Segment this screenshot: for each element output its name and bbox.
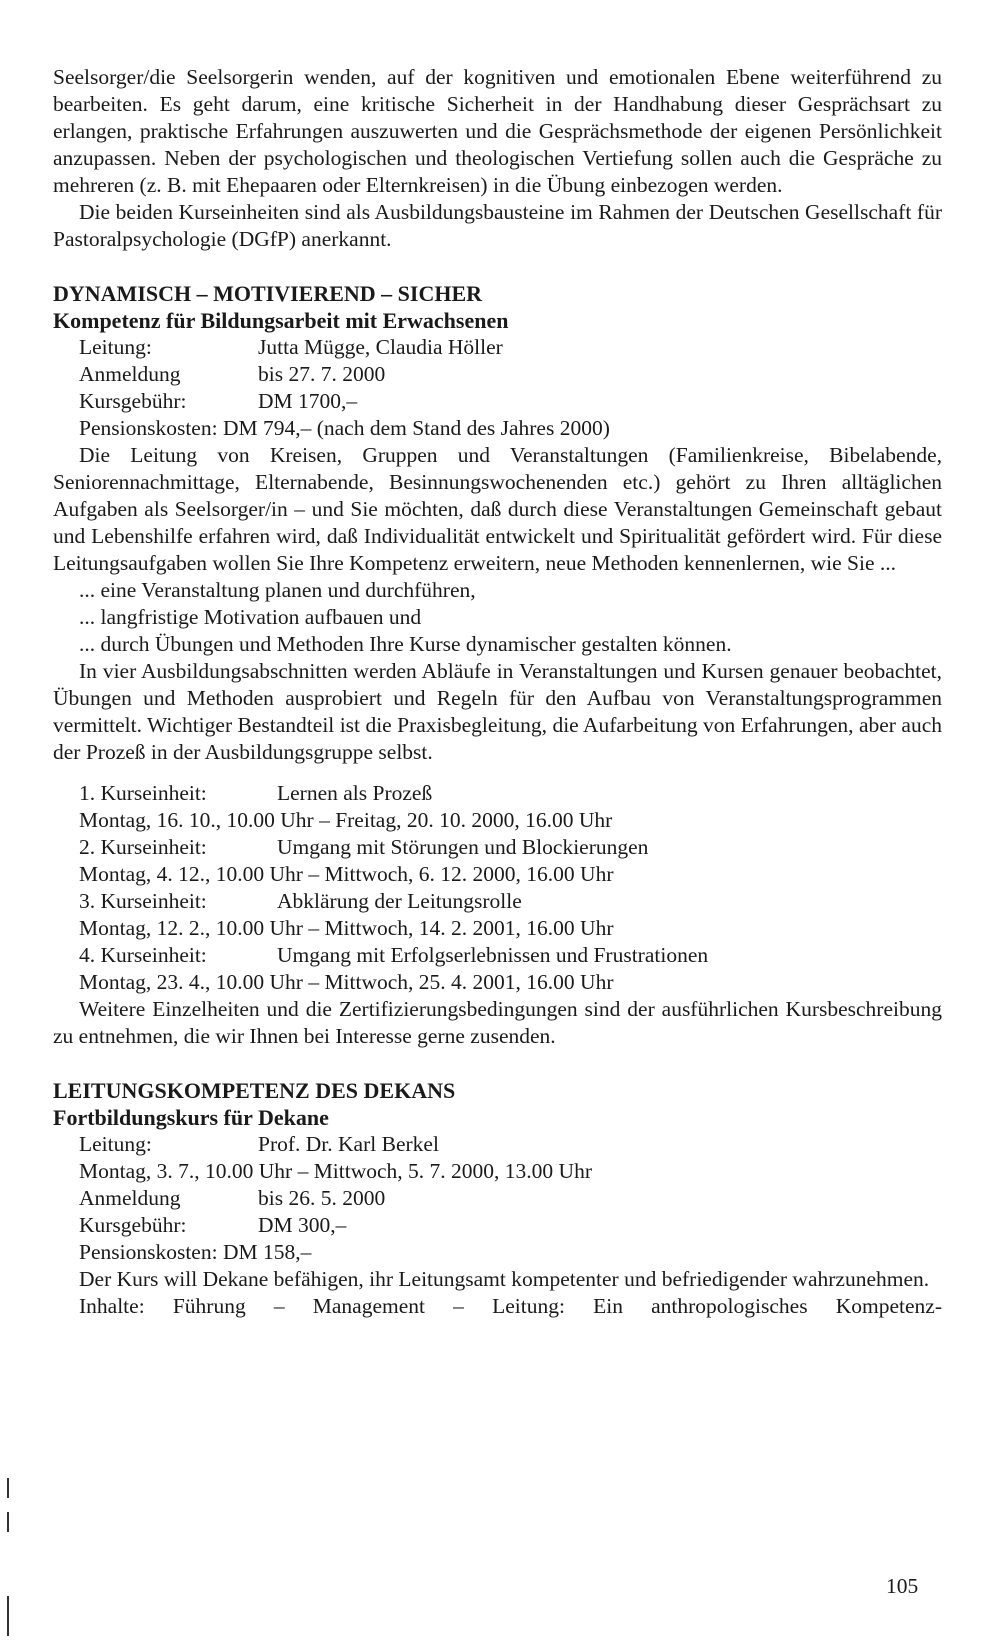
list-item: ... langfristige Motivation aufbauen und <box>79 605 422 629</box>
unit-key: 1. Kurseinheit: <box>79 781 207 805</box>
detail-row-anmeldung <box>53 361 942 388</box>
detail-value: Prof. Dr. Karl Berkel <box>258 1132 439 1156</box>
detail-value: DM 300,– <box>258 1213 347 1237</box>
unit-topic: Umgang mit Erfolgserlebnissen und Frustrationen <box>277 943 709 967</box>
detail-row-anmeldung <box>53 1185 942 1212</box>
section2-paragraph-goal: Der Kurs will Dekane befähigen, ihr Leitungsamt kompetenter und befriedigender wahrzunehmen. <box>79 1267 930 1291</box>
section-title-leitungskompetenz: LEITUNGSKOMPETENZ DES DEKANS <box>53 1078 456 1103</box>
detail-row-pensionskosten: Pensionskosten: DM 158,– <box>79 1240 312 1264</box>
section-subtitle-bildungsarbeit: Kompetenz für Bildungsarbeit mit Erwachsenen <box>53 308 509 333</box>
detail-value: bis 26. 5. 2000 <box>258 1186 386 1210</box>
detail-row-leitung <box>53 1131 942 1158</box>
scan-margin-mark <box>7 1596 9 1636</box>
intro-paragraph-recognition: Die beiden Kurseinheiten sind als Ausbildungsbausteine im Rahmen der Deutschen Gesellschaft für Pastoralpsychologie (DGfP) anerkannt. <box>53 200 942 251</box>
detail-row-kursgebuehr <box>53 1212 942 1239</box>
unit-key: 4. Kurseinheit: <box>79 943 207 967</box>
unit-key: 2. Kurseinheit: <box>79 835 207 859</box>
unit-date: Montag, 23. 4., 10.00 Uhr – Mittwoch, 25. 4. 2001, 16.00 Uhr <box>79 970 614 994</box>
course-unit-1 <box>53 780 942 807</box>
document-page <box>53 64 942 1320</box>
unit-date: Montag, 4. 12., 10.00 Uhr – Mittwoch, 6. 12. 2000, 16.00 Uhr <box>79 862 614 886</box>
detail-value: bis 27. 7. 2000 <box>258 362 386 386</box>
unit-key: 3. Kurseinheit: <box>79 889 207 913</box>
scan-margin-mark <box>7 1512 9 1532</box>
unit-topic: Abklärung der Leitungsrolle <box>277 889 522 913</box>
detail-value: Jutta Mügge, Claudia Höller <box>258 335 503 359</box>
section1-paragraph-intro: Die Leitung von Kreisen, Gruppen und Veranstaltungen (Familienkreise, Bibelabende, Seniorennachmittage, Elternabende, Besinnungswochenenden etc.) gehört zu Ihren alltäglichen Aufgaben als Seelsorger/in – und Sie möchten, daß durch diese Veranstaltungen Gemeinschaft gebaut und Lebenshilfe erfahren wird, daß Individualität entwickelt und Spiritualität gefördert wird. Für diese Leitungsaufgaben wollen Sie Ihre Kompetenz erweitern, neue Methoden kennenlernen, wie Sie ... <box>53 443 942 575</box>
list-item: ... eine Veranstaltung planen und durchführen, <box>79 578 476 602</box>
detail-key: Leitung: <box>79 335 152 359</box>
course-unit-2 <box>53 834 942 861</box>
section1-paragraph-details: Weitere Einzelheiten und die Zertifizierungsbedingungen sind der ausführlichen Kursbeschreibung zu entnehmen, die wir Ihnen bei Interesse gerne zusenden. <box>53 997 942 1048</box>
page-number: 105 <box>886 1574 919 1598</box>
intro-paragraph: Seelsorger/die Seelsorgerin wenden, auf der kognitiven und emotionalen Ebene weiterführend zu bearbeiten. Es geht darum, eine kritische Sicherheit in der Handhabung dieser Gesprächsart zu erlangen, praktische Erfahrungen auszuwerten und die Gesprächsmethode der eigenen Persönlichkeit anzupassen. Neben der psychologischen und theologischen Vertiefung sollen auch die Gespräche zu mehreren (z. B. mit Ehepaaren oder Elternkreisen) in die Übung einbezogen werden. <box>53 65 942 197</box>
detail-row-pensionskosten: Pensionskosten: DM 794,– (nach dem Stand des Jahres 2000) <box>79 416 610 440</box>
detail-value: DM 1700,– <box>258 389 358 413</box>
section2-paragraph-inhalte: Inhalte: Führung – Management – Leitung: Ein anthropologisches Kompetenz- <box>79 1294 942 1318</box>
section-title-dynamisch: DYNAMISCH – MOTIVIEREND – SICHER <box>53 281 483 306</box>
section1-paragraph-abschnitte: In vier Ausbildungsabschnitten werden Abläufe in Veranstaltungen und Kursen genauer beobachtet, Übungen und Methoden ausprobiert und Regeln für den Aufbau von Veranstaltungsprogrammen vermittelt. Wichtiger Bestandteil ist die Praxisbegleitung, die Aufarbeitung von Erfahrungen, aber auch der Prozeß in der Ausbildungsgruppe selbst. <box>53 659 942 764</box>
detail-key: Kursgebühr: <box>79 389 187 413</box>
scan-margin-mark <box>7 1478 9 1498</box>
detail-row-leitung <box>53 334 942 361</box>
unit-date: Montag, 12. 2., 10.00 Uhr – Mittwoch, 14. 2. 2001, 16.00 Uhr <box>79 916 614 940</box>
detail-key: Anmeldung <box>79 1186 181 1210</box>
course-unit-3 <box>53 888 942 915</box>
detail-key: Leitung: <box>79 1132 152 1156</box>
course-unit-4 <box>53 942 942 969</box>
detail-key: Kursgebühr: <box>79 1213 187 1237</box>
list-item: ... durch Übungen und Methoden Ihre Kurse dynamischer gestalten können. <box>79 632 732 656</box>
unit-topic: Lernen als Prozeß <box>277 781 433 805</box>
detail-row-kursgebuehr <box>53 388 942 415</box>
section-subtitle-dekane: Fortbildungskurs für Dekane <box>53 1105 329 1130</box>
course-date: Montag, 3. 7., 10.00 Uhr – Mittwoch, 5. 7. 2000, 13.00 Uhr <box>79 1159 592 1183</box>
detail-key: Anmeldung <box>79 362 181 386</box>
unit-topic: Umgang mit Störungen und Blockierungen <box>277 835 649 859</box>
unit-date: Montag, 16. 10., 10.00 Uhr – Freitag, 20. 10. 2000, 16.00 Uhr <box>79 808 613 832</box>
